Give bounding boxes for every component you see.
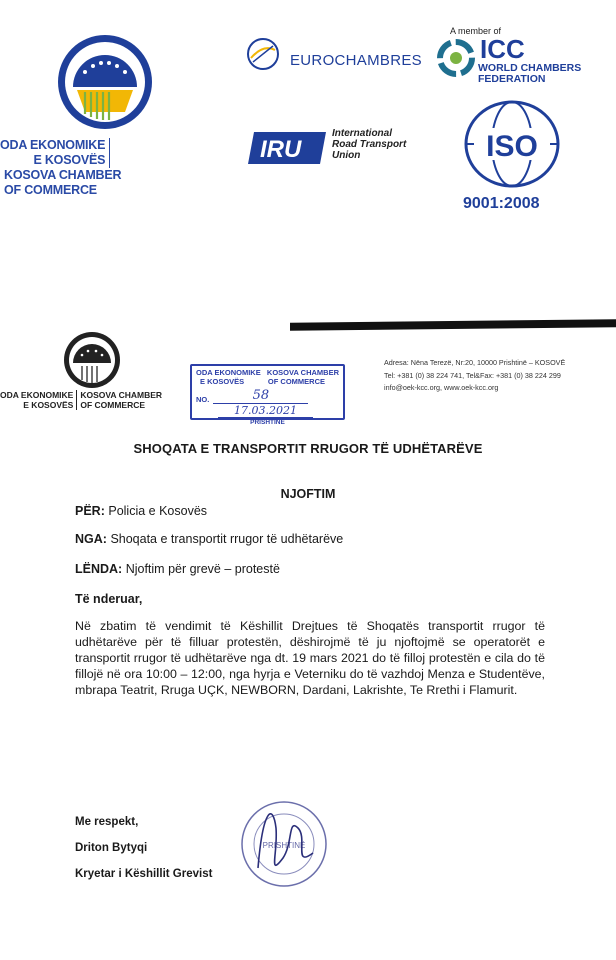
oda-left-line1: ODA EKONOMIKE xyxy=(0,138,106,152)
iru-logo-text: IRU xyxy=(260,136,302,163)
address-line2: Tel: +381 (0) 38 224 741, Tel&Fax: +381 (0) 38 224 299 xyxy=(384,370,561,380)
lh-oda-left-line1: ODA EKONOMIKE xyxy=(0,390,74,400)
iru-logo xyxy=(248,132,326,164)
oda-left-line2: E KOSOVËS xyxy=(33,153,106,167)
closing-block xyxy=(75,809,212,887)
kosova-chamber-wordmark xyxy=(0,138,220,198)
greeting: Të nderuar, xyxy=(75,592,143,606)
icc-sub-line2: FEDERATION xyxy=(478,73,546,85)
round-stamp-icon xyxy=(238,798,330,890)
iru-line1: International xyxy=(332,128,393,139)
icc-logo-icon xyxy=(436,38,476,78)
letterhead-rule xyxy=(290,319,616,330)
signatory-name: Driton Bytyqi xyxy=(75,842,148,854)
address-line1: Adresa: Nëna Terezë, Nr:20, 10000 Prishtinë – KOSOVË xyxy=(384,358,566,367)
stamp-right-line2: OF COMMERCE xyxy=(267,377,325,386)
registry-stamp xyxy=(190,364,345,426)
stamp-no-label: NO. xyxy=(196,395,210,404)
iru-line2: Road Transport xyxy=(332,139,407,150)
stamp-number: 58 xyxy=(213,388,308,404)
round-stamp-city: PRISHTINË xyxy=(262,841,306,850)
icc-name: ICC xyxy=(480,34,525,64)
closing-phrase: Me respekt, xyxy=(75,816,139,828)
oda-right-line2: OF COMMERCE xyxy=(4,183,97,197)
iso-logo-text: ISO xyxy=(486,130,538,163)
stamp-left-line2: E KOSOVËS xyxy=(200,377,245,386)
icc-member-label: A member of xyxy=(450,26,502,36)
to-value: Policia e Kosovës xyxy=(108,504,208,518)
to-label: PËR: xyxy=(75,504,105,518)
subject-field xyxy=(75,562,280,576)
stamp-city: PRISHTINË xyxy=(250,419,285,426)
iso-number: 9001:2008 xyxy=(463,195,540,212)
iru-name xyxy=(332,128,406,161)
iso-logo-icon xyxy=(462,98,562,190)
body-paragraph: Në zbatim të vendimit të Këshillit Drejtues të Shoqatës transportit rrugor të udhëtarëve për të filluar protestën, dëshirojmë të ju njoftojmë se operatorët e transportit rrugor të udhëtarëve nga dt. 19 mars 2021 do të filloj protestën e cila do të fillojë në ora 10:00 – 12:00, nga hyrja e Veterniku do të vazhdoj Menza e Studentëve, mbrapa Teatrit, Rruga UÇK, NEWBORN, Dardani, Lakrishte, Te Rrethi i Flamurit. xyxy=(75,619,545,697)
letterhead-address xyxy=(384,357,565,395)
notice-title: NJOFTIM xyxy=(280,487,336,501)
lh-oda-right-line2: OF COMMERCE xyxy=(80,400,146,410)
address-line3: info@oek-kcc.org, www.oek-kcc.org xyxy=(384,383,499,392)
subject-value: Njoftim për grevë – protestë xyxy=(125,562,280,576)
from-field xyxy=(75,532,343,546)
stamp-right-line1: KOSOVA CHAMBER xyxy=(266,368,339,377)
stamp-left-line1: ODA EKONOMIKE xyxy=(196,368,261,377)
from-value: Shoqata e transportit rrugor të udhëtarëve xyxy=(110,532,344,546)
icc-sub-line1: WORLD CHAMBERS xyxy=(478,62,582,74)
subject-label: LËNDA: xyxy=(75,562,123,576)
iru-line3: Union xyxy=(332,150,361,161)
kosova-chamber-logo xyxy=(55,32,155,132)
letterhead-wordmark xyxy=(0,390,170,410)
eurochambres-label: EUROCHAMBRES xyxy=(290,52,422,69)
signatory-title: Kryetar i Këshillit Grevist xyxy=(75,868,213,880)
lh-oda-right-line1: KOSOVA CHAMBER xyxy=(80,390,163,400)
stamp-date: 17.03.2021 xyxy=(218,404,313,418)
from-label: NGA: xyxy=(75,532,107,546)
to-field xyxy=(75,504,207,518)
oda-right-line1: KOSOVA CHAMBER xyxy=(4,168,122,182)
organization-title: SHOQATA E TRANSPORTIT RRUGOR TË UDHËTARËVE xyxy=(133,441,483,456)
lh-oda-left-line2: E KOSOVËS xyxy=(23,400,74,410)
kosova-chamber-small-logo xyxy=(62,330,122,390)
icc-subtitle xyxy=(478,63,581,85)
